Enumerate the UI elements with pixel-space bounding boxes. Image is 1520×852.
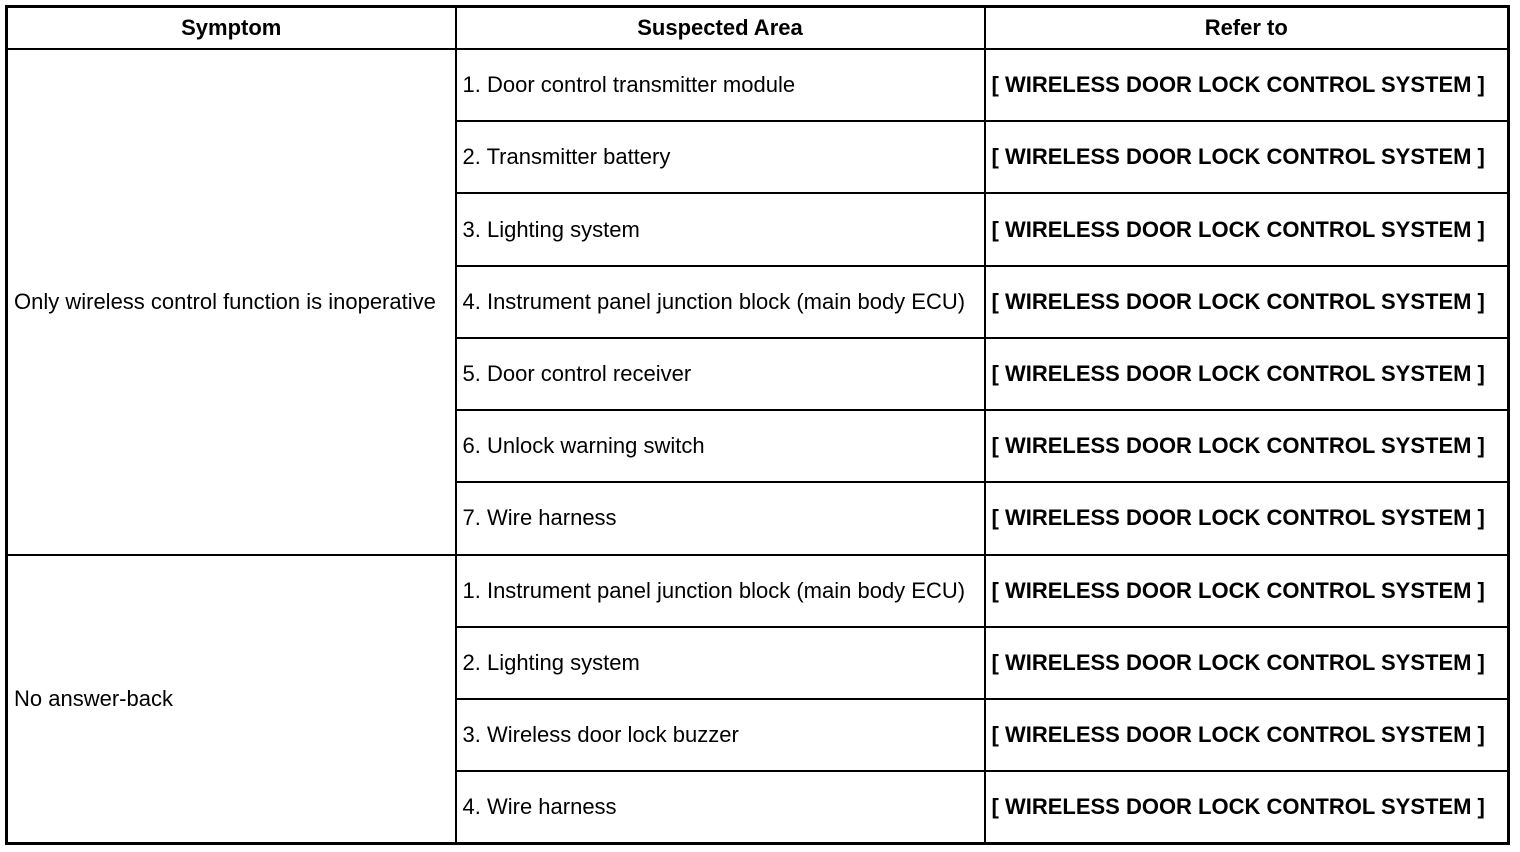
- refer-to-link[interactable]: [ WIRELESS DOOR LOCK CONTROL SYSTEM ]: [985, 193, 1509, 265]
- refer-to-link[interactable]: [ WIRELESS DOOR LOCK CONTROL SYSTEM ]: [985, 338, 1509, 410]
- suspected-area-cell: 1. Door control transmitter module: [456, 49, 985, 121]
- suspected-area-cell: 4. Instrument panel junction block (main body ECU): [456, 266, 985, 338]
- suspected-area-cell: 3. Lighting system: [456, 193, 985, 265]
- header-suspected-area: Suspected Area: [456, 7, 985, 50]
- header-row: [7, 7, 1509, 50]
- suspected-area-cell: 5. Door control receiver: [456, 338, 985, 410]
- refer-to-link[interactable]: [ WIRELESS DOOR LOCK CONTROL SYSTEM ]: [985, 555, 1509, 627]
- suspected-area-cell: 4. Wire harness: [456, 771, 985, 843]
- refer-to-link[interactable]: [ WIRELESS DOOR LOCK CONTROL SYSTEM ]: [985, 121, 1509, 193]
- suspected-area-cell: 1. Instrument panel junction block (main body ECU): [456, 555, 985, 627]
- refer-to-link[interactable]: [ WIRELESS DOOR LOCK CONTROL SYSTEM ]: [985, 266, 1509, 338]
- refer-to-link[interactable]: [ WIRELESS DOOR LOCK CONTROL SYSTEM ]: [985, 49, 1509, 121]
- table-row: [7, 555, 1509, 627]
- suspected-area-cell: 3. Wireless door lock buzzer: [456, 699, 985, 771]
- table-row: [7, 49, 1509, 121]
- refer-to-link[interactable]: [ WIRELESS DOOR LOCK CONTROL SYSTEM ]: [985, 699, 1509, 771]
- refer-to-link[interactable]: [ WIRELESS DOOR LOCK CONTROL SYSTEM ]: [985, 482, 1509, 554]
- suspected-area-cell: 2. Transmitter battery: [456, 121, 985, 193]
- symptom-cell: No answer-back: [7, 555, 456, 844]
- problem-symptoms-table: [5, 5, 1510, 845]
- header-symptom: Symptom: [7, 7, 456, 50]
- refer-to-link[interactable]: [ WIRELESS DOOR LOCK CONTROL SYSTEM ]: [985, 771, 1509, 843]
- suspected-area-cell: 7. Wire harness: [456, 482, 985, 554]
- suspected-area-cell: 2. Lighting system: [456, 627, 985, 699]
- refer-to-link[interactable]: [ WIRELESS DOOR LOCK CONTROL SYSTEM ]: [985, 627, 1509, 699]
- header-refer-to: Refer to: [985, 7, 1509, 50]
- symptom-cell: Only wireless control function is inoperative: [7, 49, 456, 555]
- refer-to-link[interactable]: [ WIRELESS DOOR LOCK CONTROL SYSTEM ]: [985, 410, 1509, 482]
- suspected-area-cell: 6. Unlock warning switch: [456, 410, 985, 482]
